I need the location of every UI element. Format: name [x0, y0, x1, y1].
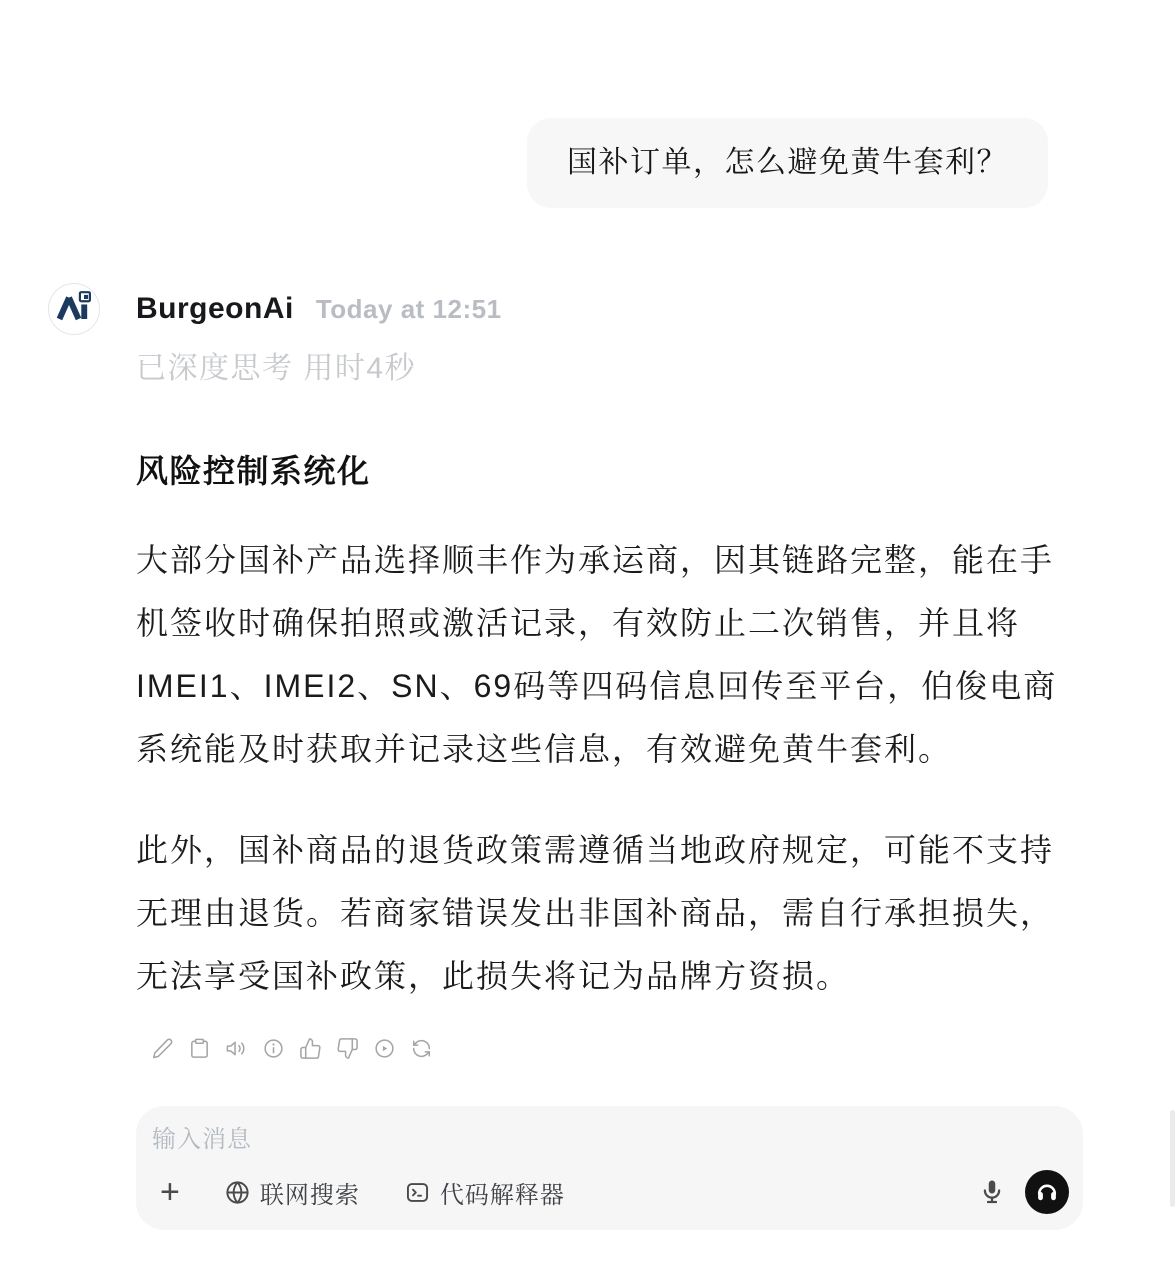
assistant-message-content: [136, 449, 1058, 1008]
user-message-bubble: [527, 118, 1048, 208]
add-attachment-button[interactable]: +: [160, 1173, 180, 1211]
thumbs-down-button[interactable]: [335, 1036, 359, 1060]
terminal-icon: [404, 1179, 431, 1206]
code-interpreter-button[interactable]: [404, 1175, 565, 1210]
message-input[interactable]: [152, 1126, 1069, 1154]
thumbs-down-icon: [336, 1037, 359, 1060]
code-interpreter-label: 代码解释器: [439, 1181, 565, 1209]
burgeon-ai-logo-icon: [54, 289, 94, 329]
composer-toolbar: [152, 1170, 1069, 1214]
info-icon: [262, 1037, 285, 1060]
composer-right-controls: [977, 1170, 1069, 1214]
assistant-message: [48, 283, 1176, 1060]
edit-icon: [151, 1037, 174, 1060]
message-actions-toolbar: [150, 1036, 1176, 1060]
read-aloud-icon: [225, 1037, 248, 1060]
thinking-status[interactable]: 已深度思考 用时4秒: [136, 352, 417, 385]
voice-chat-button[interactable]: [1025, 1170, 1069, 1214]
globe-icon: [224, 1179, 251, 1206]
thumbs-up-button[interactable]: [298, 1036, 322, 1060]
message-paragraph: 大部分国补产品选择顺丰作为承运商，因其链路完整，能在手机签收时确保拍照或激活记录，有效防止二次销售，并且将IMEI1、IMEI2、SN、69码等四码信息回传至平台，伯俊电商系统能及时获取并记录这些信息，有效避免黄牛套利。: [136, 542, 1058, 767]
message-heading: 风险控制系统化: [136, 453, 371, 489]
microphone-icon: [977, 1177, 1007, 1207]
thumbs-up-icon: [299, 1037, 322, 1060]
copy-button[interactable]: [187, 1036, 211, 1060]
play-button[interactable]: [372, 1036, 396, 1060]
message-timestamp: Today at 12:51: [315, 293, 502, 324]
user-message-row: [0, 0, 1176, 208]
user-message-text: 国补订单，怎么避免黄牛套利？: [567, 146, 1008, 179]
regenerate-icon: [410, 1037, 433, 1060]
info-button[interactable]: [261, 1036, 285, 1060]
regenerate-button[interactable]: [409, 1036, 433, 1060]
copy-icon: [188, 1037, 211, 1060]
web-search-button[interactable]: [224, 1175, 360, 1210]
web-search-label: 联网搜索: [259, 1181, 360, 1209]
assistant-name: BurgeonAi: [136, 292, 294, 325]
message-paragraph: 此外，国补商品的退货政策需遵循当地政府规定，可能不支持无理由退货。若商家错误发出非国补商品，需自行承担损失，无法享受国补政策，此损失将记为品牌方资损。: [136, 832, 1055, 994]
play-icon: [373, 1037, 396, 1060]
assistant-header: [48, 283, 1176, 335]
assistant-avatar: [48, 283, 100, 335]
message-composer: [136, 1106, 1083, 1230]
edit-button[interactable]: [150, 1036, 174, 1060]
headset-icon: [1034, 1179, 1060, 1205]
read-aloud-button[interactable]: [224, 1036, 248, 1060]
scrollbar-thumb[interactable]: [1170, 1110, 1175, 1207]
microphone-button[interactable]: [977, 1177, 1007, 1207]
